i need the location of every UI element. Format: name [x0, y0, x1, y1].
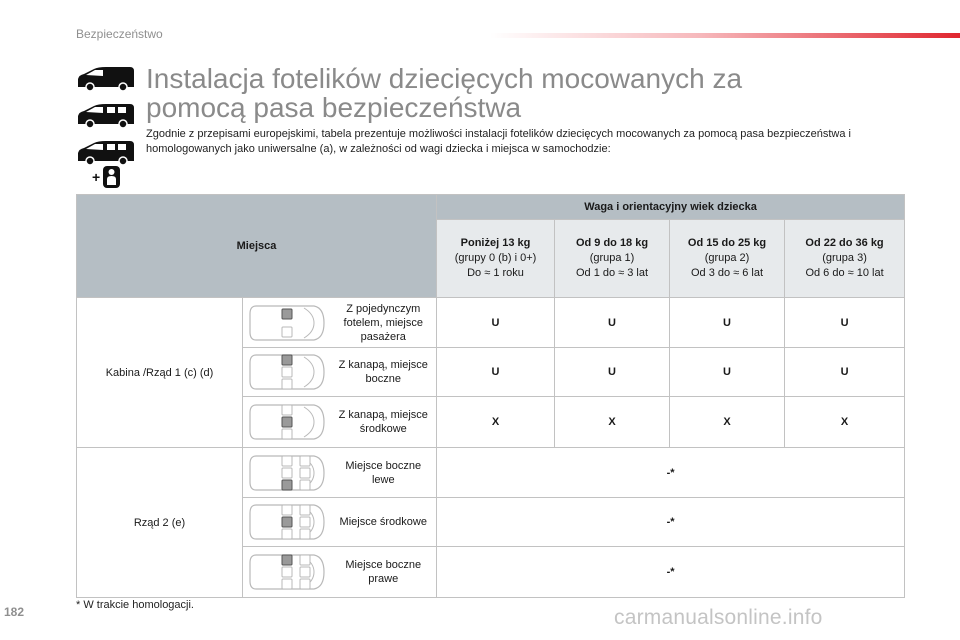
child-seat-table	[76, 194, 905, 598]
van-icon	[76, 140, 136, 166]
watermark: carmanualsonline.info	[614, 606, 823, 629]
table-cell: U	[437, 298, 555, 348]
seat-position: Miejsce środkowe	[331, 498, 437, 547]
seat-position: Z pojedynczym fotelem, miejsce pasażera	[331, 298, 437, 348]
car-seat-diagram-icon	[243, 498, 331, 547]
van-icon	[76, 66, 136, 92]
table-cell: X	[437, 397, 555, 448]
table-cell: X	[670, 397, 785, 448]
header-accent-rule	[490, 33, 960, 38]
table-cell: -*	[437, 498, 905, 547]
seat-position: Miejsce boczne prawe	[331, 547, 437, 598]
table-cell: U	[437, 348, 555, 397]
table-cell: X	[555, 397, 670, 448]
seat-position: Z kanapą, miejsce środkowe	[331, 397, 437, 448]
page-number: 182	[4, 605, 25, 619]
car-seat-diagram-icon	[243, 397, 331, 448]
place-header: Miejsca	[77, 195, 437, 298]
table-row	[77, 298, 905, 348]
car-seat-diagram-icon	[243, 547, 331, 598]
table-cell: U	[555, 298, 670, 348]
intro-paragraph: Zgodnie z przepisami europejskimi, tabela prezentuje możliwości instalacji fotelików dziecięcych mocowanych za pomocą pasa bezpieczeństwa i homologowanych jako uniwersalne (a), w zależności od wagi dziecka i miejsca w samochodzie:	[146, 128, 851, 155]
footnote: * W trakcie homologacji.	[76, 599, 194, 611]
zone-label: Rząd 2 (e)	[77, 448, 243, 598]
table-cell: U	[670, 348, 785, 397]
table-cell: -*	[437, 448, 905, 498]
car-seat-diagram-icon	[243, 448, 331, 498]
car-seat-diagram-icon	[243, 298, 331, 348]
table-row	[77, 448, 905, 498]
car-seat-diagram-icon	[243, 348, 331, 397]
van-icon	[76, 103, 136, 129]
table-cell: U	[670, 298, 785, 348]
table-cell: X	[785, 397, 905, 448]
seat-position: Z kanapą, miejsce boczne	[331, 348, 437, 397]
child-seat-icon	[92, 165, 122, 189]
group-header-0: Poniżej 13 kg (grupy 0 (b) i 0+) Do ≈ 1 roku	[437, 220, 555, 298]
table-cell: U	[555, 348, 670, 397]
table-cell: -*	[437, 547, 905, 598]
plus-sign: +	[92, 169, 101, 185]
section-label: Bezpieczeństwo	[76, 27, 163, 41]
weight-header: Waga i orientacyjny wiek dziecka	[437, 195, 905, 220]
group-header-2: Od 15 do 25 kg (grupa 2) Od 3 do ≈ 6 lat	[670, 220, 785, 298]
table-cell: U	[785, 348, 905, 397]
zone-label: Kabina /Rząd 1 (c) (d)	[77, 298, 243, 448]
group-header-3: Od 22 do 36 kg (grupa 3) Od 6 do ≈ 10 lat	[785, 220, 905, 298]
page-title: Instalacja fotelików dziecięcych mocowanych za pomocą pasa bezpieczeństwa	[146, 63, 743, 123]
seat-position: Miejsce boczne lewe	[331, 448, 437, 498]
table-cell: U	[785, 298, 905, 348]
group-header-1: Od 9 do 18 kg (grupa 1) Od 1 do ≈ 3 lat	[555, 220, 670, 298]
